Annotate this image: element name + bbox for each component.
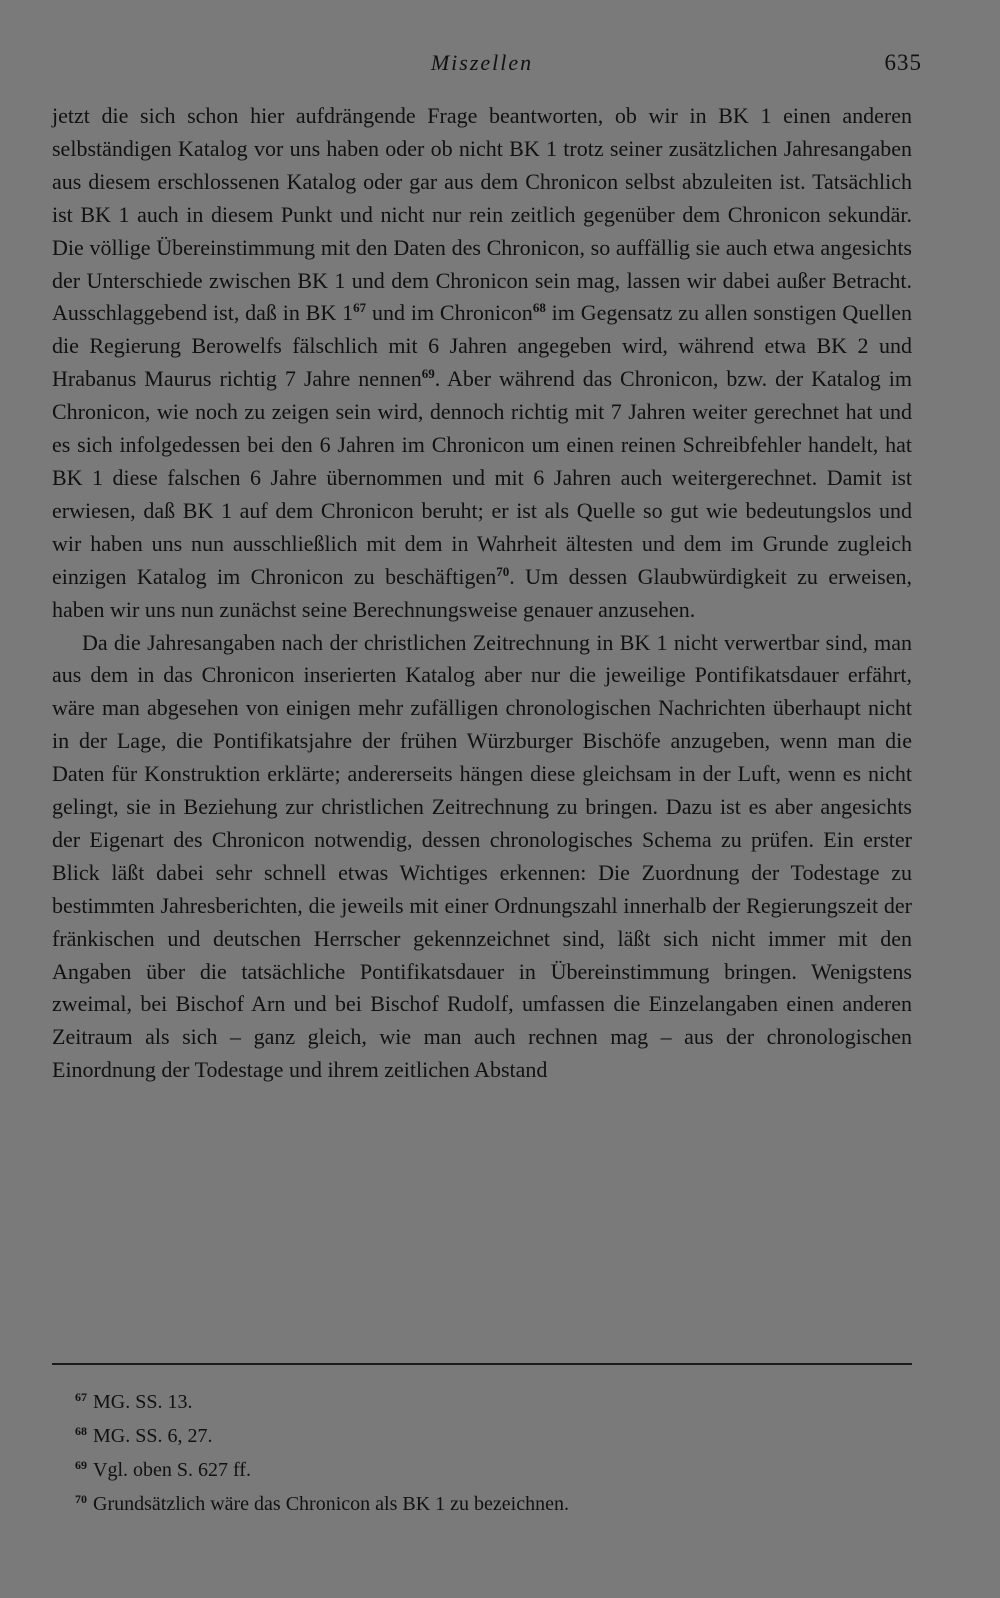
footnote-number: 69 bbox=[75, 1458, 87, 1472]
page-number: 635 bbox=[884, 50, 922, 75]
paragraph-1 bbox=[52, 100, 912, 627]
footnote-text: Grundsätzlich wäre das Chronicon als BK 1 zu bezeichnen. bbox=[93, 1493, 569, 1515]
footnote-69 bbox=[75, 1451, 912, 1485]
running-title: Miszellen bbox=[430, 50, 534, 75]
footnote-number: 68 bbox=[75, 1424, 87, 1438]
footnote-67 bbox=[75, 1383, 912, 1417]
paragraph-1-part-c: im Gegensatz zu allen sonstigen Quellen die Regierung Berowelfs fälschlich mit 6 Jahren angegeben wird, während etwa BK 2 und Hrabanus Maurus richtig 7 Jahre nennen bbox=[52, 300, 913, 392]
body-text bbox=[52, 100, 912, 1087]
footnote-divider bbox=[52, 1363, 912, 1365]
footnote-68 bbox=[75, 1417, 912, 1451]
paragraph-1-part-a: jetzt die sich schon hier aufdrängende Frage beantworten, ob wir in BK 1 einen anderen selbständigen Katalog vor uns haben oder ob nicht BK 1 trotz seiner zusätzlichen Jahresangaben aus diesem erschlossenen Katalog oder gar aus dem Chronicon selbst abzuleiten ist. Tatsächlich ist BK 1 auch in diesem Punkt und nicht nur rein zeitlich gegenüber dem Chronicon sekundär. Die völlige Übereinstimmung mit den Daten des Chronicon, so auffällig sie auch etwa angesichts der Unterschiede zwischen BK 1 und dem Chronicon sein mag, lassen wir dabei außer Betracht. Ausschlaggebend ist, daß in BK 1 bbox=[52, 103, 912, 326]
footnotes bbox=[75, 1383, 912, 1519]
page-header bbox=[52, 46, 922, 80]
paragraph-1-part-e: . Um dessen Glaubwürdigkeit zu erweisen, haben wir uns nun zunächst seine Berechnungsweise genauer anzusehen. bbox=[52, 563, 912, 622]
footnote-text: MG. SS. 6, 27. bbox=[93, 1425, 213, 1447]
footnote-ref-67[interactable]: 67 bbox=[353, 300, 367, 316]
footnote-ref-69[interactable]: 69 bbox=[421, 366, 435, 382]
footnote-70 bbox=[75, 1485, 912, 1519]
footnote-text: MG. SS. 13. bbox=[93, 1391, 193, 1413]
paragraph-2: Da die Jahresangaben nach der christlichen Zeitrechnung in BK 1 nicht verwertbar sind, man aus dem in das Chronicon inserierten Katalog aber nur die jeweilige Pontifikatsdauer erfährt, wäre man abgesehen von einigen mehr zufälligen chronologischen Nachrichten überhaupt nicht in der Lage, die Pontifikatsjahre der frühen Würzburger Bischöfe anzugeben, wenn man die Daten für Konstruktion erklärte; andererseits hängen diese gleichsam in der Luft, wenn es nicht gelingt, sie in Beziehung zur christlichen Zeitrechnung zu bringen. Dazu ist es aber angesichts der Eigenart des Chronicon notwendig, dessen chronologisches Schema zu prüfen. Ein erster Blick läßt dabei sehr schnell etwas Wichtiges erkennen: Die Zuordnung der Todestage zu bestimmten Jahresberichten, die jeweils mit einer Ordnungszahl innerhalb der Regierungszeit der fränkischen und deutschen Herrscher gekennzeichnet sind, läßt sich nicht immer mit den Angaben über die tatsächliche Pontifikatsdauer in Übereinstimmung bringen. Wenigstens zweimal, bei Bischof Arn und bei Bischof Rudolf, umfassen die Einzelangaben einen anderen Zeitraum als sich – ganz gleich, wie man auch rechnen mag – aus der chronologischen Einordnung der Todestage und ihrem zeitlichen Abstand bbox=[52, 629, 912, 1083]
footnote-number: 70 bbox=[75, 1492, 87, 1506]
footnote-number: 67 bbox=[75, 1390, 87, 1404]
footnote-ref-70[interactable]: 70 bbox=[496, 563, 510, 579]
paragraph-1-part-b: und im Chronicon bbox=[366, 300, 533, 326]
paragraph-1-part-d: . Aber während das Chronicon, bzw. der Katalog im Chronicon, wie noch zu zeigen sein wird, dennoch richtig mit 7 Jahren weiter gerechnet hat und es sich infolgedessen bei den 6 Jahren im Chronicon um einen reinen Schreibfehler handelt, hat BK 1 diese falschen 6 Jahre übernommen und mit 6 Jahren auch weitergerechnet. Damit ist erwiesen, daß BK 1 auf dem Chronicon beruht; er ist als Quelle so gut wie bedeutungslos und wir haben uns nun ausschließlich mit dem in Wahrheit ältesten und dem im Grunde zugleich einzigen Katalog im Chronicon zu beschäftigen bbox=[52, 366, 912, 589]
footnote-text: Vgl. oben S. 627 ff. bbox=[93, 1459, 251, 1481]
footnote-ref-68[interactable]: 68 bbox=[532, 300, 546, 316]
